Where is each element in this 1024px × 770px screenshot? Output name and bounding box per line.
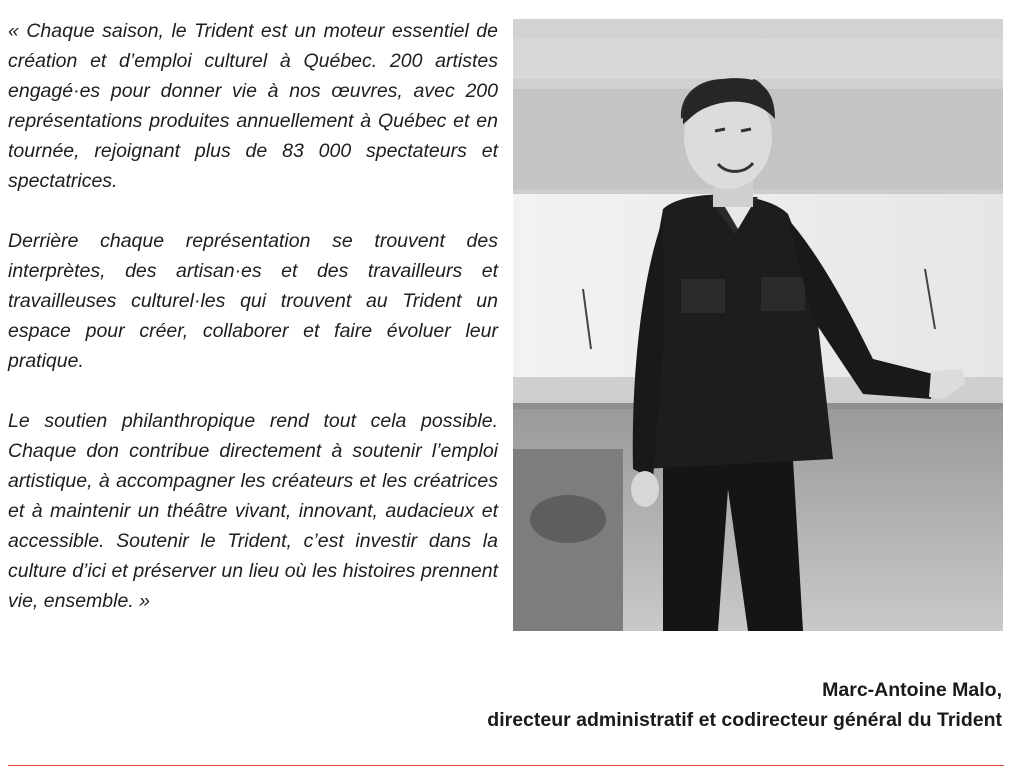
quote-paragraph-3: Le soutien philanthropique rend tout cela possible. Chaque don contribue directement à soutenir l’emploi artistique, à accompagner les créateurs et les créatrices et à maintenir un théâtre vivant, innovant, audacieux et accessible. Soutenir le Trident, c’est investir dans la culture d’ici et préserver un lieu où les histoires prennent vie, ensemble. » [8,410,498,612]
portrait-photo [513,19,1003,631]
signature-role: directeur administratif et codirecteur général du Trident [487,709,1002,731]
quote-paragraph-2: Derrière chaque représentation se trouvent des interprètes, des artisan·es et des travailleurs et travailleuses culturel·les qui trouvent au Trident un espace pour créer, collaborer et faire évoluer leur pratique. [8,230,498,372]
quote-text-column [8,16,498,646]
portrait-illustration [513,19,1003,631]
signature [487,675,1002,735]
bottom-divider [8,765,1004,766]
quote-paragraph-1: « Chaque saison, le Trident est un moteur essentiel de création et d’emploi culturel à Québec. 200 artistes engagé·es pour donner vie à nos œuvres, avec 200 représentations produites annuellement à Québec et en tournée, rejoignant plus de 83 000 spectateurs et spectatrices. [8,20,498,192]
signature-name: Marc-Antoine Malo, [822,679,1002,701]
